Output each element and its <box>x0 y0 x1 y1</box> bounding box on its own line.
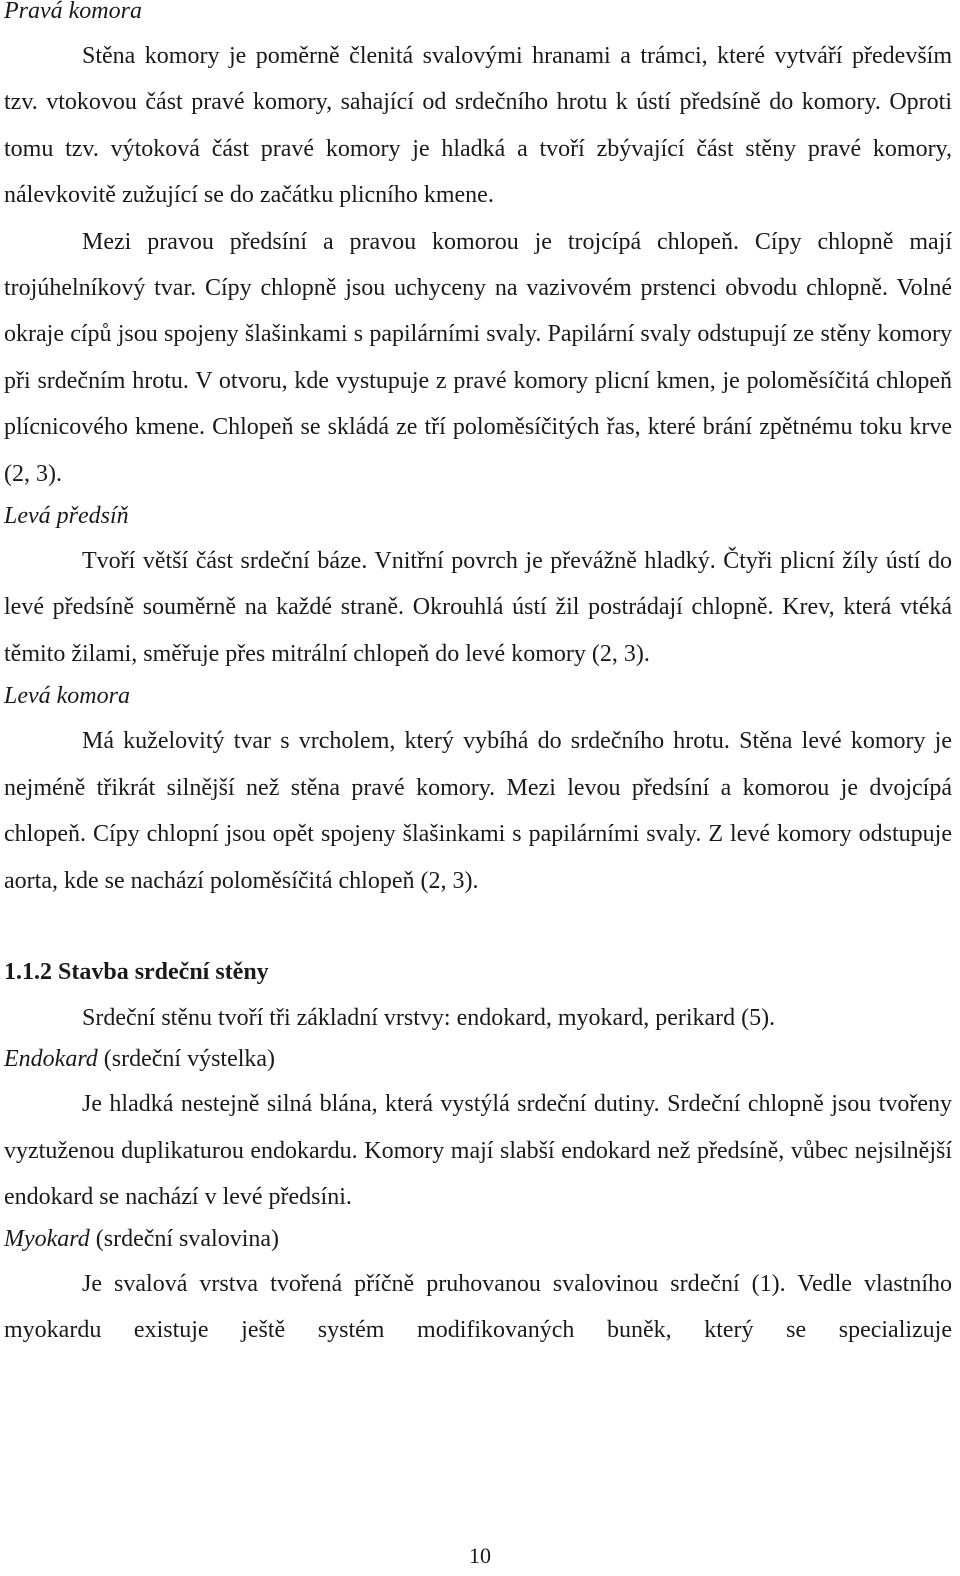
heading-endokard-gloss: (srdeční výstelka) <box>97 1046 276 1073</box>
page-number: 10 <box>469 1543 491 1568</box>
heading-myokard <box>4 1226 952 1252</box>
document-page <box>4 0 952 1353</box>
section-title-stavba: 1.1.2 Stavba srdeční stěny <box>4 958 269 985</box>
heading-leva-komora: Levá komora <box>4 683 130 710</box>
paragraph-prava-komora-2: Mezi pravou předsíní a pravou komorou je trojcípá chlopeň. Cípy chlopně mají trojúhelníkový tvar. Cípy chlopně jsou uchyceny na vazivovém prstenci obvodu chlopně. Volné okraje cípů jsou spojeny šlašinkami s papilárními svaly. Papilární svaly odstupují ze stěny komory při srdečním hrotu. V otvoru, kde vystupuje z pravé komory plicní kmen, je poloměsíčitá chlopeň plícnicového kmene. Chlopeň se skládá ze tří poloměsíčitých řas, které brání zpětnému toku krve (2, 3). <box>4 228 952 487</box>
heading-endokard <box>4 1046 952 1072</box>
heading-myokard-gloss: (srdeční svalovina) <box>89 1225 280 1252</box>
paragraph-endokard: Je hladká nestejně silná blána, která vystýlá srdeční dutiny. Srdeční chlopně jsou tvořeny vyztuženou duplikaturou endokardu. Komory mají slabší endokard než předsíně, vůbec nejsilnější endokard se nachází v levé předsíni. <box>4 1091 952 1211</box>
heading-prava-komora: Pravá komora <box>4 0 142 24</box>
heading-endokard-term: Endokard <box>4 1046 98 1073</box>
paragraph-leva-predsin: Tvoří větší část srdeční báze. Vnitřní povrch je převážně hladký. Čtyři plicní žíly ústí do levé předsíně souměrně na každé straně. Okrouhlá ústí žil postrádají chlopně. Krev, která vtéká těmito žilami, směřuje přes mitrální chlopeň do levé komory (2, 3). <box>4 548 952 667</box>
heading-myokard-term: Myokard <box>4 1225 90 1252</box>
paragraph-leva-komora: Má kuželovitý tvar s vrcholem, který vybíhá do srdečního hrotu. Stěna levé komory je nejméně třikrát silnější než stěna pravé komory. Mezi levou předsíní a komorou je dvojcípá chlopeň. Cípy chlopní jsou opět spojeny šlašinkami s papilárními svaly. Z levé komory odstupuje aorta, kde se nachází poloměsíčitá chlopeň (2, 3). <box>4 728 952 894</box>
paragraph-myokard: Je svalová vrstva tvořená příčně pruhovanou svalovinou srdeční (1). Vedle vlastního myokardu existuje ještě systém modifikovaných buněk, který se specializuje <box>4 1270 952 1343</box>
paragraph-prava-komora-1: Stěna komory je poměrně členitá svalovými hranami a trámci, které vytváří především tzv. vtokovou část pravé komory, sahající od srdečního hrotu k ústí předsíně do komory. Oproti tomu tzv. výtoková část pravé komory je hladká a tvoří zbývající část stěny pravé komory, nálevkovitě zužující se do začátku plicního kmene. <box>4 43 952 209</box>
paragraph-stavba-intro: Srdeční stěnu tvoří tři základní vrstvy: endokard, myokard, perikard (5). <box>82 1004 776 1031</box>
heading-leva-predsin: Levá předsíň <box>4 503 129 530</box>
